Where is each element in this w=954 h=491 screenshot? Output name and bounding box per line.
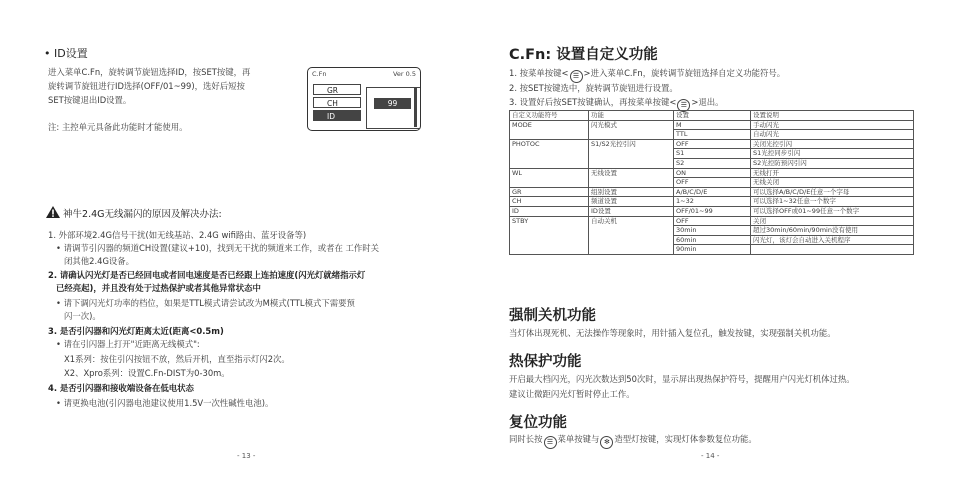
heat-protection-title: 热保护功能 bbox=[509, 354, 582, 370]
table-row bbox=[510, 197, 914, 207]
reset-text-a: 同时长按 bbox=[509, 434, 543, 444]
lcd-version: Ver 0.5 bbox=[392, 70, 416, 78]
setting-description-cell bbox=[751, 245, 914, 255]
table-header-cell: 设置说明 bbox=[751, 111, 914, 121]
solution-1-line-2: 闭其他2.4G设备。 bbox=[64, 256, 135, 266]
setting-description-cell: 无线打开 bbox=[751, 168, 914, 178]
table-row bbox=[510, 216, 914, 226]
id-para-line-2: 旋转调节旋钮进行ID选择(OFF/01~99)，选好后短按 bbox=[48, 81, 245, 91]
table-row bbox=[510, 139, 914, 149]
reset-text-c: 造型灯按键，实现灯体参数复位功能。 bbox=[614, 434, 757, 444]
table-row bbox=[510, 120, 914, 130]
table-row bbox=[510, 187, 914, 197]
solution-2-line-2: 闪一次)。 bbox=[64, 311, 101, 321]
function-name-cell: 闪光模式 bbox=[589, 120, 674, 139]
function-name-cell: S1/S2光控引闪 bbox=[589, 139, 674, 168]
cfn-table bbox=[509, 110, 914, 255]
step-2: 2. 按SET按键选中，旋转调节旋钮进行设置。 bbox=[509, 83, 678, 93]
heat-protection-line-1: 开启最大档闪光，闪光次数达到50次时，显示屏出现热保护符号，提醒用户闪光灯机体过热。 bbox=[509, 374, 855, 384]
page-number-left: - 13 - bbox=[237, 452, 256, 460]
page-number-right: - 14 - bbox=[701, 452, 720, 460]
function-name-cell: 无线设置 bbox=[589, 168, 674, 187]
modeling-light-button-icon: ✻ bbox=[600, 436, 613, 449]
function-name-cell: 自动关机 bbox=[589, 216, 674, 254]
note-text: 注: 主控单元具备此功能时才能使用。 bbox=[48, 122, 188, 132]
solution-3-line-1: • 请在引闪器上打开"近距离无线模式": bbox=[56, 339, 200, 349]
function-symbol-cell: GR bbox=[510, 187, 589, 197]
function-symbol-cell: PHOTOC bbox=[510, 139, 589, 168]
lcd-title: C.Fn bbox=[312, 70, 327, 78]
setting-cell: 60min bbox=[674, 235, 751, 245]
function-name-cell: ID设置 bbox=[589, 206, 674, 216]
function-symbol-cell: STBY bbox=[510, 216, 589, 254]
setting-cell: OFF bbox=[674, 139, 751, 149]
cause-2-line-1: 2. 请确认闪光灯是否已经回电或者回电速度是否已经跟上连拍速度(闪光灯就绪指示灯 bbox=[48, 270, 366, 280]
step-1-text-a: 1. 按菜单按键< bbox=[509, 68, 569, 78]
cause-4: 4. 是否引闪器和接收端设备在低电状态 bbox=[48, 383, 194, 393]
heat-protection-line-2: 建议让微距闪光灯暂时停止工作。 bbox=[509, 389, 635, 399]
menu-button-icon: ☰ bbox=[677, 99, 690, 112]
id-section-title: • ID设置 bbox=[44, 47, 88, 60]
setting-description-cell: 可以选择1~32任意一个数字 bbox=[751, 197, 914, 207]
cause-2-line-2: 已经亮起)，并且没有处于过热保护或者其他异常状态中 bbox=[56, 283, 261, 293]
reset-text-b: 菜单按键与 bbox=[557, 434, 600, 444]
menu-button-icon: ☰ bbox=[544, 436, 557, 449]
setting-cell: A/B/C/D/E bbox=[674, 187, 751, 197]
setting-description-cell: 超过30min/60min/90min没有使用 bbox=[751, 226, 914, 236]
setting-cell: 1~32 bbox=[674, 197, 751, 207]
table-header-row bbox=[510, 111, 914, 121]
setting-description-cell: 关闭 bbox=[751, 216, 914, 226]
table-header-cell: 功能 bbox=[589, 111, 674, 121]
function-name-cell: 频道设置 bbox=[589, 197, 674, 207]
lcd-illustration bbox=[307, 67, 421, 131]
force-shutdown-text: 当灯体出现死机、无法操作等现象时，用针插入复位孔，触发按键，实现强制关机功能。 bbox=[509, 328, 836, 338]
cfn-title: C.Fn: 设置自定义功能 bbox=[509, 47, 658, 63]
reset-text bbox=[509, 432, 757, 449]
setting-cell: S2 bbox=[674, 158, 751, 168]
lcd-value: 99 bbox=[374, 98, 411, 109]
solution-3-line-3: X2、Xpro系列：设置C.Fn-DIST为0-30m。 bbox=[64, 368, 230, 378]
setting-cell: TTL bbox=[674, 130, 751, 140]
table-row bbox=[510, 168, 914, 178]
setting-cell: OFF bbox=[674, 178, 751, 188]
lcd-scrollbar bbox=[414, 87, 417, 127]
setting-cell: OFF bbox=[674, 216, 751, 226]
table-header-cell: 设置 bbox=[674, 111, 751, 121]
lcd-item-gr: GR bbox=[313, 84, 361, 95]
setting-description-cell: 可以选择OFF或01~99任意一个数字 bbox=[751, 206, 914, 216]
warning-icon bbox=[46, 206, 60, 218]
table-header-cell: 自定义功能符号 bbox=[510, 111, 589, 121]
step-1-text-b: >进入菜单C.Fn，旋转调节旋钮选择自定义功能符号。 bbox=[583, 68, 786, 78]
function-symbol-cell: MODE bbox=[510, 120, 589, 139]
lcd-item-id: ID bbox=[313, 110, 361, 121]
solution-3-line-2: X1系列：按住引闪按钮不放，然后开机，直至指示灯闪2次。 bbox=[64, 354, 290, 364]
solution-2-line-1: • 请下调闪光灯功率的档位，如果是TTL模式请尝试改为M模式(TTL模式下需要预 bbox=[56, 298, 355, 308]
setting-description-cell: 关闭光控引闪 bbox=[751, 139, 914, 149]
setting-cell: S1 bbox=[674, 149, 751, 159]
function-name-cell: 组别设置 bbox=[589, 187, 674, 197]
function-symbol-cell: CH bbox=[510, 197, 589, 207]
solution-1-line-1: • 请调节引闪器的频道CH设置(建议+10)，找到无干扰的频道来工作，或者在 工作时关 bbox=[56, 243, 379, 253]
setting-description-cell: 手动闪光 bbox=[751, 120, 914, 130]
setting-cell: 30min bbox=[674, 226, 751, 236]
step-3-text-b: >退出。 bbox=[691, 97, 724, 107]
warning-heading bbox=[46, 206, 222, 220]
solution-4: • 请更换电池(引闪器电池建议使用1.5V一次性碱性电池)。 bbox=[56, 398, 274, 408]
menu-button-icon: ☰ bbox=[570, 70, 583, 83]
setting-description-cell: S2光控防预闪引闪 bbox=[751, 158, 914, 168]
force-shutdown-title: 强制关机功能 bbox=[509, 308, 596, 324]
step-3-text-a: 3. 设置好后按SET按键确认，再按菜单按键< bbox=[509, 97, 677, 107]
reset-title: 复位功能 bbox=[509, 415, 567, 431]
warning-title: 神牛2.4G无线漏闪的原因及解决办法: bbox=[63, 209, 222, 220]
setting-cell: 90min bbox=[674, 245, 751, 255]
setting-description-cell: 自动闪光 bbox=[751, 130, 914, 140]
setting-cell: OFF/01~99 bbox=[674, 206, 751, 216]
lcd-item-ch: CH bbox=[313, 97, 361, 108]
id-para-line-1: 进入菜单C.Fn，旋转调节旋钮选择ID，按SET按键，再 bbox=[48, 67, 251, 77]
cause-3: 3. 是否引闪器和闪光灯距离太近(距离<0.5m) bbox=[48, 326, 224, 336]
setting-cell: ON bbox=[674, 168, 751, 178]
cause-1: 1. 外部环境2.4G信号干扰(如无线基站、2.4G wifi路由、蓝牙设备等) bbox=[48, 230, 307, 240]
id-para-line-3: SET按键退出ID设置。 bbox=[48, 95, 132, 105]
setting-description-cell: 闪光灯，该灯会自动进入关机程序 bbox=[751, 235, 914, 245]
setting-cell: M bbox=[674, 120, 751, 130]
setting-description-cell: 可以选择A/B/C/D/E任意一个字母 bbox=[751, 187, 914, 197]
function-symbol-cell: ID bbox=[510, 206, 589, 216]
function-symbol-cell: WL bbox=[510, 168, 589, 187]
setting-description-cell: S1光控同步引闪 bbox=[751, 149, 914, 159]
setting-description-cell: 无线关闭 bbox=[751, 178, 914, 188]
table-row bbox=[510, 206, 914, 216]
